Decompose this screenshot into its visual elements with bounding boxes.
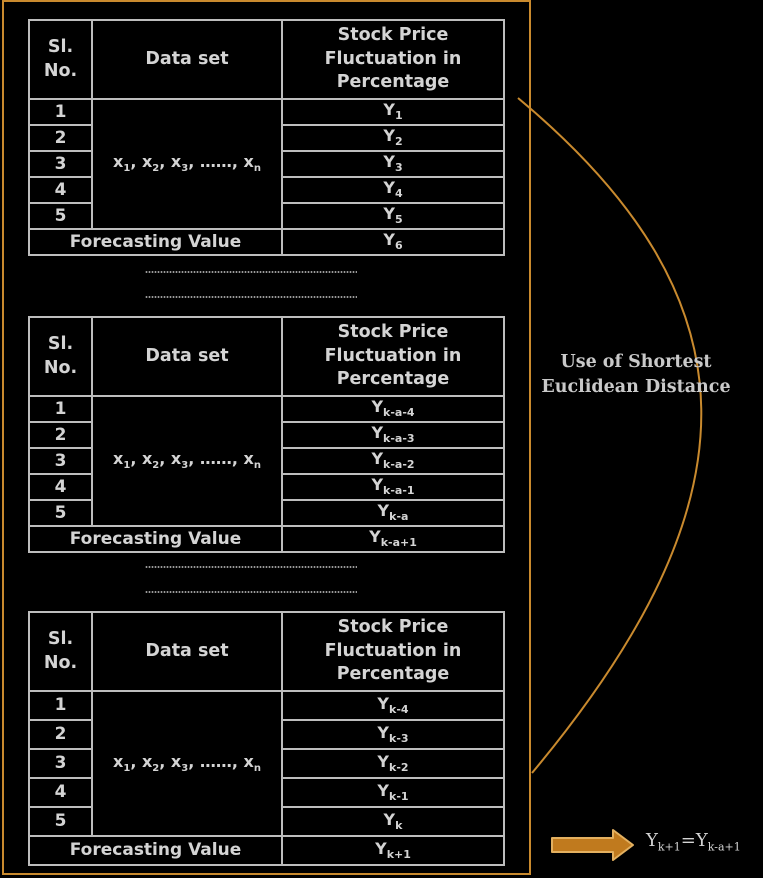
header-stock-price: Stock Price Fluctuation in Percentage bbox=[282, 612, 504, 691]
y-symbol: Y bbox=[377, 722, 390, 742]
y-symbol: Y bbox=[371, 475, 384, 495]
x-sub: n bbox=[253, 763, 261, 775]
y-symbol: Y bbox=[383, 204, 395, 224]
sl-number: 4 bbox=[29, 177, 92, 203]
euclidean-distance-label bbox=[536, 350, 736, 401]
dataset-cell: $x_1$, $x_2$, $x_3$, ……, $x_n$ bbox=[92, 99, 282, 229]
sl-number: 3 bbox=[29, 749, 92, 778]
y-subscript: k-2 bbox=[389, 761, 409, 775]
eq-right-sub: k-a+1 bbox=[707, 840, 741, 854]
y-subscript: k+1 bbox=[386, 848, 411, 862]
y-symbol: Y bbox=[377, 501, 390, 521]
euclidean-distance-curve bbox=[518, 98, 701, 773]
eq-equals: = bbox=[680, 830, 696, 851]
forecast-label: Forecasting Value bbox=[29, 526, 282, 552]
ellipsis: ……, bbox=[199, 449, 238, 469]
y-subscript: 3 bbox=[394, 161, 403, 175]
eq-left: Y bbox=[646, 830, 658, 851]
sl-number: 1 bbox=[29, 99, 92, 125]
ellipsis: ……, bbox=[199, 152, 238, 172]
x-var: x bbox=[170, 751, 182, 771]
sl-number: 2 bbox=[29, 125, 92, 151]
header-sl-no: Sl. No. bbox=[29, 612, 92, 691]
x-sub: 1 bbox=[123, 763, 131, 775]
y-symbol: Y bbox=[383, 230, 395, 250]
sl-number: 2 bbox=[29, 720, 92, 749]
x-sub: 3 bbox=[181, 163, 189, 175]
x-var: x bbox=[141, 449, 153, 469]
y-symbol: Y bbox=[371, 423, 384, 443]
sl-number: 1 bbox=[29, 691, 92, 720]
x-var: x bbox=[113, 751, 124, 771]
x-sub: 3 bbox=[181, 460, 189, 472]
x-var: x bbox=[113, 152, 124, 172]
header-data-set: Data set bbox=[92, 317, 282, 396]
y-subscript: k-a-4 bbox=[383, 406, 415, 420]
x-sub: 1 bbox=[123, 163, 131, 175]
y-subscript: k-1 bbox=[389, 790, 409, 804]
sl-number: 3 bbox=[29, 151, 92, 177]
result-arrow-icon bbox=[552, 830, 633, 860]
dataset-cell: $x_1$, $x_2$, $x_3$, ……, $x_n$ bbox=[92, 396, 282, 526]
header-sl-no: Sl. No. bbox=[29, 20, 92, 99]
y-subscript: 5 bbox=[394, 213, 403, 227]
sl-number: 2 bbox=[29, 422, 92, 448]
y-symbol: Y bbox=[369, 527, 381, 547]
y-subscript: k-a+1 bbox=[380, 536, 417, 550]
sl-number: 5 bbox=[29, 203, 92, 229]
x-sub: 3 bbox=[181, 763, 189, 775]
dataset-cell: $x_1$, $x_2$, $x_3$, ……, $x_n$ bbox=[92, 691, 282, 836]
y-subscript: k-a-2 bbox=[383, 458, 415, 472]
x-sub: n bbox=[253, 460, 261, 472]
euclidean-label-line2: Euclidean Distance bbox=[541, 377, 731, 398]
y-symbol: Y bbox=[375, 838, 387, 858]
y-symbol: Y bbox=[377, 693, 390, 713]
sl-number: 5 bbox=[29, 807, 92, 836]
header-stock-price: Stock Price Fluctuation in Percentage bbox=[282, 317, 504, 396]
y-subscript: k bbox=[395, 819, 403, 833]
x-var: x bbox=[113, 449, 124, 469]
eq-right: Y bbox=[695, 830, 708, 851]
x-var: x bbox=[170, 152, 182, 172]
y-symbol: Y bbox=[377, 780, 390, 800]
x-sub: 2 bbox=[152, 460, 160, 472]
x-sub: n bbox=[253, 163, 261, 175]
x-var: x bbox=[141, 152, 153, 172]
y-subscript: k-4 bbox=[389, 703, 409, 717]
x-sub: 1 bbox=[123, 460, 131, 472]
y-subscript: 2 bbox=[394, 135, 403, 149]
x-var: x bbox=[170, 449, 182, 469]
y-symbol: Y bbox=[383, 809, 396, 829]
y-symbol: Y bbox=[383, 100, 395, 120]
ellipsis: ……, bbox=[199, 751, 238, 771]
euclidean-label-line1: Use of Shortest bbox=[560, 352, 712, 372]
y-symbol: Y bbox=[383, 126, 395, 146]
y-symbol: Y bbox=[383, 178, 395, 198]
eq-left-sub: k+1 bbox=[657, 840, 681, 854]
header-data-set: Data set bbox=[92, 20, 282, 99]
y-symbol: Y bbox=[383, 152, 395, 172]
sl-number: 3 bbox=[29, 448, 92, 474]
x-var: x bbox=[243, 152, 254, 172]
y-subscript: k-3 bbox=[389, 732, 409, 746]
x-var: x bbox=[243, 449, 254, 469]
forecast-label: Forecasting Value bbox=[29, 229, 282, 255]
y-subscript: 4 bbox=[394, 187, 403, 201]
y-subscript: k-a-1 bbox=[383, 484, 415, 498]
header-stock-price: Stock Price Fluctuation in Percentage bbox=[282, 20, 504, 99]
y-subscript: k-a bbox=[389, 510, 409, 524]
sl-number: 5 bbox=[29, 500, 92, 526]
sl-number: 4 bbox=[29, 474, 92, 500]
y-subscript: 6 bbox=[394, 239, 403, 253]
y-subscript: k-a-3 bbox=[383, 432, 415, 446]
x-var: x bbox=[141, 751, 153, 771]
y-symbol: Y bbox=[371, 449, 384, 469]
header-data-set: Data set bbox=[92, 612, 282, 691]
header-sl-no: Sl. No. bbox=[29, 317, 92, 396]
sl-number: 1 bbox=[29, 396, 92, 422]
forecast-label: Forecasting Value bbox=[29, 836, 282, 865]
x-sub: 2 bbox=[152, 163, 160, 175]
y-symbol: Y bbox=[377, 751, 390, 771]
y-symbol: Y bbox=[371, 397, 384, 417]
x-sub: 2 bbox=[152, 763, 160, 775]
sl-number: 4 bbox=[29, 778, 92, 807]
result-equation bbox=[646, 830, 741, 854]
x-var: x bbox=[243, 751, 254, 771]
y-subscript: 1 bbox=[394, 109, 403, 123]
